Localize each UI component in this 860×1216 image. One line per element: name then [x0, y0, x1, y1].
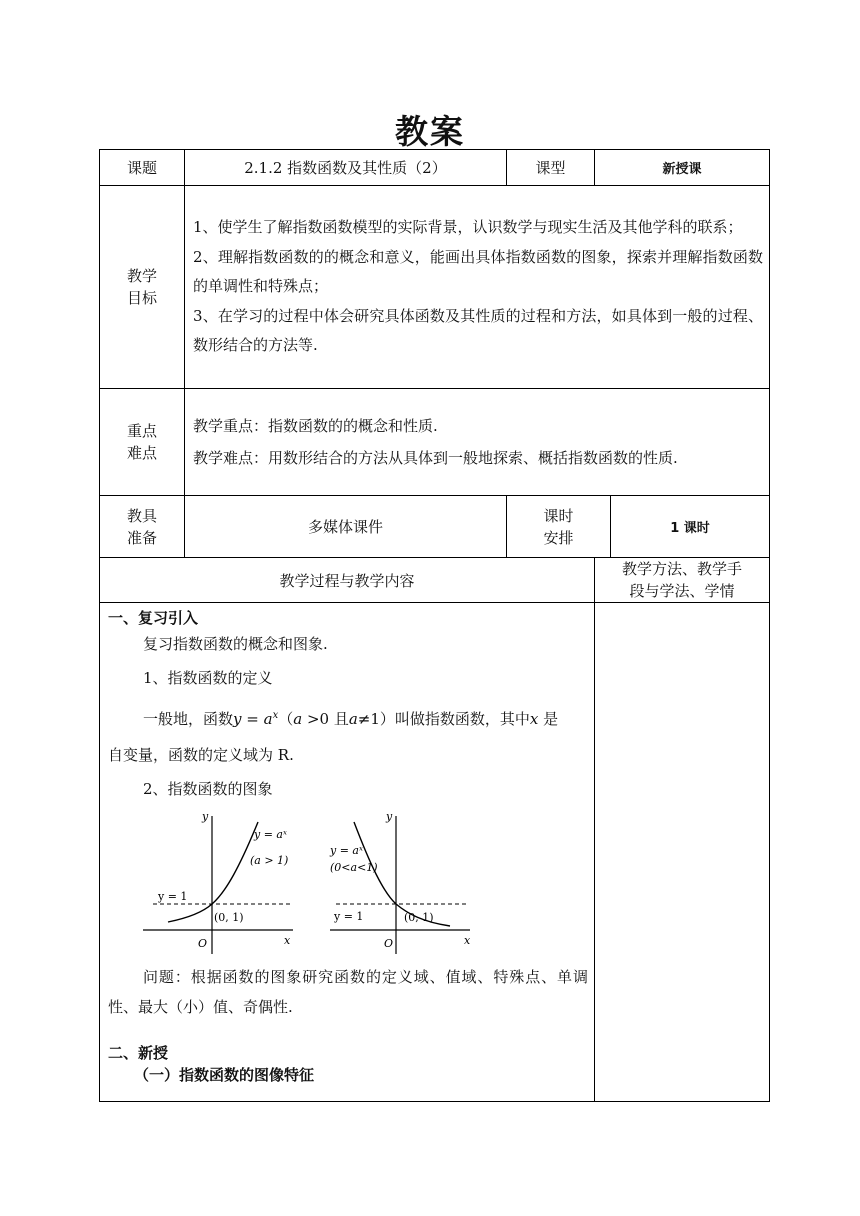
graph-title: 2、指数函数的图象	[143, 780, 273, 798]
time-label: 课时 安排	[507, 496, 611, 558]
topic-label: 课题	[100, 150, 185, 186]
goals-label: 教学 目标	[100, 186, 185, 389]
process-right-header: 教学方法、教学手 段与学法、学情	[595, 558, 770, 603]
curve-label: y = aˣ	[330, 844, 363, 857]
curve-decreasing	[354, 822, 450, 926]
process-left-header: 教学过程与教学内容	[100, 558, 595, 603]
page-title: 教案	[395, 112, 465, 151]
point-label: (0, 1)	[404, 911, 434, 924]
topic-value: 2.1.2 指数函数及其性质（2）	[185, 150, 507, 186]
axis-x-label: x	[284, 934, 291, 947]
process-content-row	[100, 603, 770, 1102]
lesson-plan-table	[99, 149, 770, 1102]
prep-row	[100, 496, 770, 558]
definition-text: 一般地，函数$y = a^x(a >0$ 且a≠1）叫做指数函数，其中x 是	[143, 710, 559, 728]
review-text: 复习指数函数的概念和图象.	[143, 635, 328, 653]
curve-condition: (0<a<1)	[330, 861, 378, 874]
origin-label: O	[198, 937, 208, 950]
point-label: (0, 1)	[214, 911, 244, 924]
prep-value: 多媒体课件	[185, 496, 507, 558]
origin-label: O	[384, 937, 394, 950]
y1-label: y = 1	[158, 890, 188, 903]
axis-y-label: y	[386, 810, 393, 823]
goals-content	[185, 186, 770, 389]
type-value: 新授课	[595, 150, 770, 186]
section-new-heading: 二、新授	[108, 1044, 169, 1062]
method-notes-column	[595, 603, 770, 1102]
definition-text-cont: 自变量，函数的定义域为 R.	[108, 746, 294, 764]
curve-increasing	[168, 822, 258, 922]
process-header-row	[100, 558, 770, 603]
difficulty-text: 教学难点：用数形结合的方法从具体到一般地探索、概括指数函数的性质.	[193, 449, 678, 467]
definition-title: 1、指数函数的定义	[143, 669, 273, 687]
keypoints-content	[185, 389, 770, 496]
focus-text: 教学重点：指数函数的的概念和性质.	[193, 417, 438, 435]
y1-label: y = 1	[334, 910, 364, 923]
keypoints-row	[100, 389, 770, 496]
keypoints-label: 重点 难点	[100, 389, 185, 496]
time-value: 1 课时	[611, 496, 770, 558]
question-text: 问题：根据函数的图象研究函数的定义域、值域、特殊点、单调性、最大（小）值、奇偶性.	[108, 968, 588, 1016]
section-review-heading: 一、复习引入	[108, 609, 199, 627]
graph-a-between-0-and-1	[330, 816, 470, 954]
subsection-heading: （一）指数函数的图像特征	[134, 1066, 315, 1084]
curve-label: y = aˣ	[254, 828, 287, 841]
goal-item: 2、理解指数函数的的概念和意义，能画出具体指数函数的图象，探索并理解指数函数的单调性和特殊点；	[193, 247, 764, 296]
goals-row	[100, 186, 770, 389]
process-content	[100, 603, 595, 1102]
goal-item: 1、使学生了解指数函数模型的实际背景，认识数学与现实生活及其他学科的联系；	[193, 218, 743, 237]
exponential-graphs-figure	[108, 804, 588, 962]
axis-x-label: x	[464, 934, 471, 947]
curve-condition: (a > 1)	[250, 854, 289, 867]
goal-item: 3、在学习的过程中体会研究具体函数及其性质的过程和方法，如具体到一般的过程、数形结合的方法等.	[193, 306, 764, 355]
type-label: 课型	[507, 150, 595, 186]
prep-label: 教具 准备	[100, 496, 185, 558]
axis-y-label: y	[202, 810, 209, 823]
topic-row	[100, 150, 770, 186]
